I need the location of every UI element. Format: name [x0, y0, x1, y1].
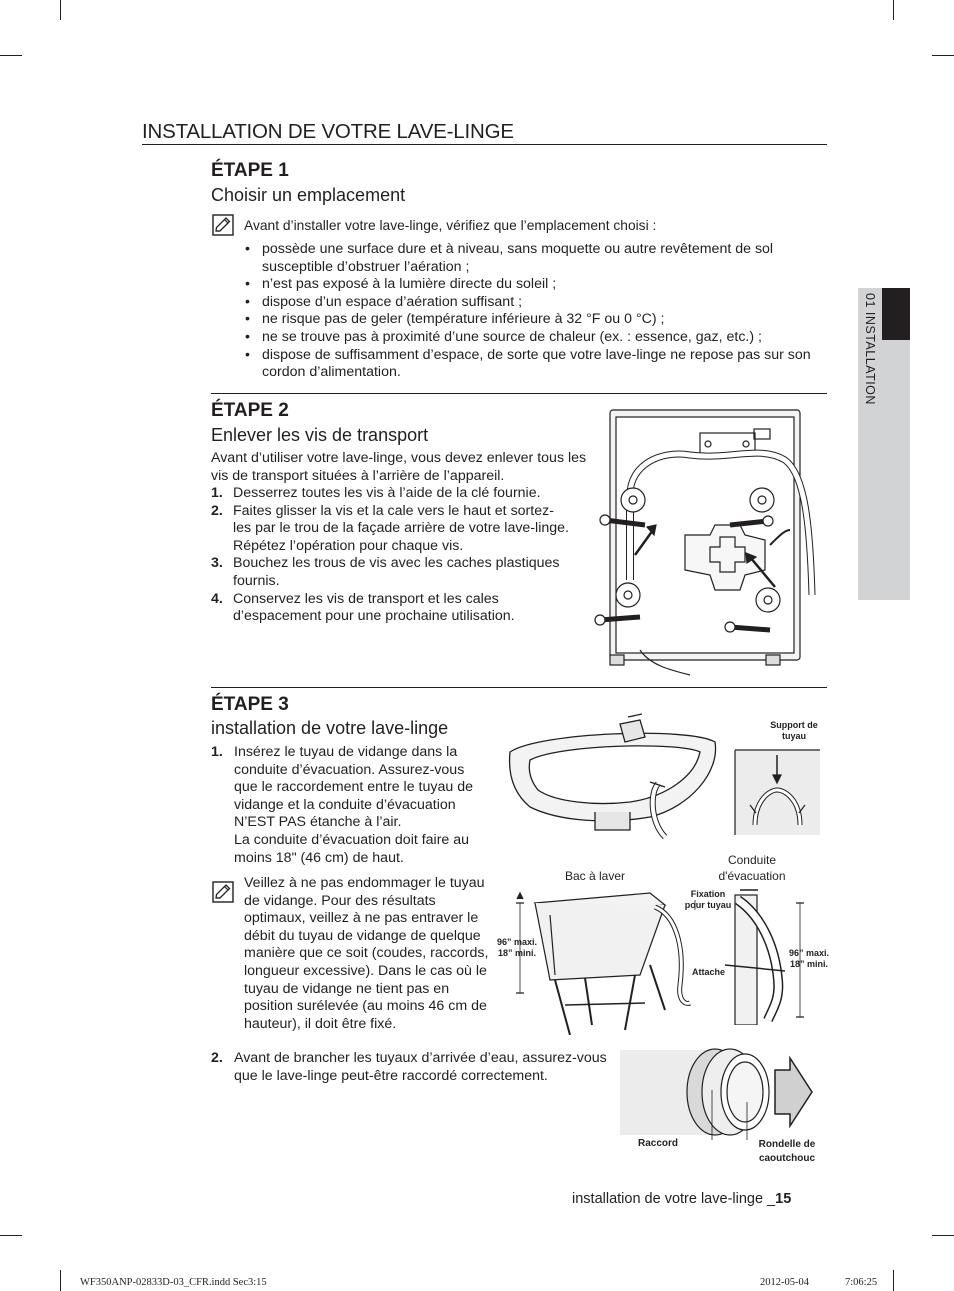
step3-item2-num: 2.	[211, 1050, 223, 1066]
step1-subtitle: Choisir un emplacement	[211, 185, 406, 205]
step3-rule	[211, 687, 827, 688]
label-support: Support de tuyau	[770, 720, 818, 741]
list-item: • possède une surface dure et à niveau, sans moquette ou autre revêtement de sol susceptible d’obstruer l’aération ;	[244, 241, 824, 276]
label-dim-left: 96” maxi. 18” mini.	[496, 937, 538, 958]
list-item: 3. Bouchez les trous de vis avec les caches plastiques fournis.	[211, 555, 560, 589]
page-number: 15	[775, 1191, 792, 1207]
label-rondelle: Rondelle de caoutchouc	[758, 1139, 816, 1164]
step1-title: ÉTAPE 1	[211, 160, 289, 181]
step3-item1-text2: La conduite d’évacuation doit faire au moins 18" (46 cm) de haut.	[234, 831, 470, 866]
sink-illustration	[500, 712, 730, 847]
side-tab-dark	[882, 288, 910, 340]
crop-mark	[932, 1235, 954, 1236]
side-tab-label: 01 INSTALLATION	[863, 293, 877, 405]
hose-fitting-illustration	[620, 1040, 820, 1140]
crop-mark	[0, 55, 22, 56]
note-pencil-icon	[212, 214, 234, 236]
list-item: • ne risque pas de geler (température inférieure à 32 °F ou 0 °C) ;	[244, 311, 824, 329]
step2-rule	[211, 393, 827, 394]
step3-item1	[211, 744, 483, 867]
step3-title: ÉTAPE 3	[211, 694, 289, 715]
title-rule	[142, 144, 827, 145]
step1-bullets	[244, 241, 824, 382]
label-fixation: Fixation pour tuyau	[684, 889, 732, 910]
crop-mark	[893, 1270, 894, 1291]
laundry-tub-illustration	[510, 885, 700, 1035]
step3-subtitle: installation de votre lave-linge	[211, 718, 449, 738]
list-item: • n’est pas exposé à la lumière directe du soleil ;	[244, 276, 824, 294]
label-bac: Bac à laver	[565, 869, 626, 883]
side-tab-light-lower	[882, 340, 910, 600]
list-item: 4. Conservez les vis de transport et les cales d’espacement pour une prochaine utilisation.	[211, 590, 515, 625]
label-conduite: Conduite d'évacuation	[718, 853, 786, 883]
list-item: • ne se trouve pas à proximité d’une source de chaleur (ex. : essence, gaz, etc.) ;	[244, 329, 824, 347]
step3-item2-text: Avant de brancher les tuyaux d’arrivée d’eau, assurez-vous que le lave-linge peut-être raccordé correctement.	[234, 1050, 607, 1084]
list-item: 2. Faites glisser la vis et la cale vers le haut et sortez-les par le trou de la façade arrière de votre lave-linge. Répétez l’opération pour chaque vis.	[211, 502, 569, 554]
page-title: INSTALLATION DE VOTRE LAVE-LINGE	[142, 120, 514, 143]
label-raccord: Raccord	[638, 1138, 679, 1149]
washer-back-illustration	[590, 405, 830, 685]
crop-mark	[60, 1270, 61, 1291]
label-dim-right: 96” maxi. 18” mini.	[788, 948, 830, 969]
step3-note: Veillez à ne pas endommager le tuyau de vidange. Pour des résultats optimaux, veillez à ne pas entraver le débit du tuyau de vidange de quelque manière que ce soit (coudes, raccords, longueur excessive). Dans le cas où le tuyau de vidange ne tient pas en position surélevée (au moins 46 cm de hauteur), il doit être fixé.	[244, 875, 489, 1032]
list-item: • dispose d’un espace d’aération suffisant ;	[244, 294, 824, 312]
crop-mark	[60, 0, 61, 20]
crop-mark	[0, 1235, 22, 1236]
step2-subtitle: Enlever les vis de transport	[211, 425, 429, 445]
slug-time: 7:06:25	[845, 1277, 878, 1288]
slug-file: WF350ANP-02833D-03_CFR.indd Sec3:15	[80, 1277, 267, 1288]
crop-mark	[893, 0, 894, 20]
step2-list	[211, 485, 581, 626]
step1-note: Avant d’installer votre lave-linge, vérifiez que l’emplacement choisi :	[244, 218, 657, 233]
footer-text: installation de votre lave-linge _	[572, 1191, 776, 1207]
step3-item1-text: Insérez le tuyau de vidange dans la conduite d’évacuation. Assurez-vous que le raccordement entre le tuyau de vidange et la conduite d’évacuation N’EST PAS étanche à l’air.	[234, 744, 473, 831]
crop-mark	[932, 55, 954, 56]
step2-intro: Avant d’utiliser votre lave-linge, vous devez enlever tous les vis de transport situées à l’arrière de l’appareil.	[211, 450, 587, 484]
step2-title: ÉTAPE 2	[211, 400, 289, 421]
list-item: • dispose de suffisamment d’espace, de sorte que votre lave-linge ne repose pas sur son cordon d’alimentation.	[244, 347, 824, 382]
slug-date: 2012-05-04	[760, 1277, 809, 1288]
standpipe-support-illustration	[730, 745, 825, 840]
note-pencil-icon	[212, 881, 234, 903]
step3-item1-num: 1.	[211, 744, 223, 760]
step3-item2	[211, 1050, 621, 1085]
list-item: 1. Desserrez toutes les vis à l’aide de la clé fournie.	[211, 485, 541, 501]
footer-page	[572, 1191, 791, 1207]
label-attache: Attache	[692, 967, 726, 977]
